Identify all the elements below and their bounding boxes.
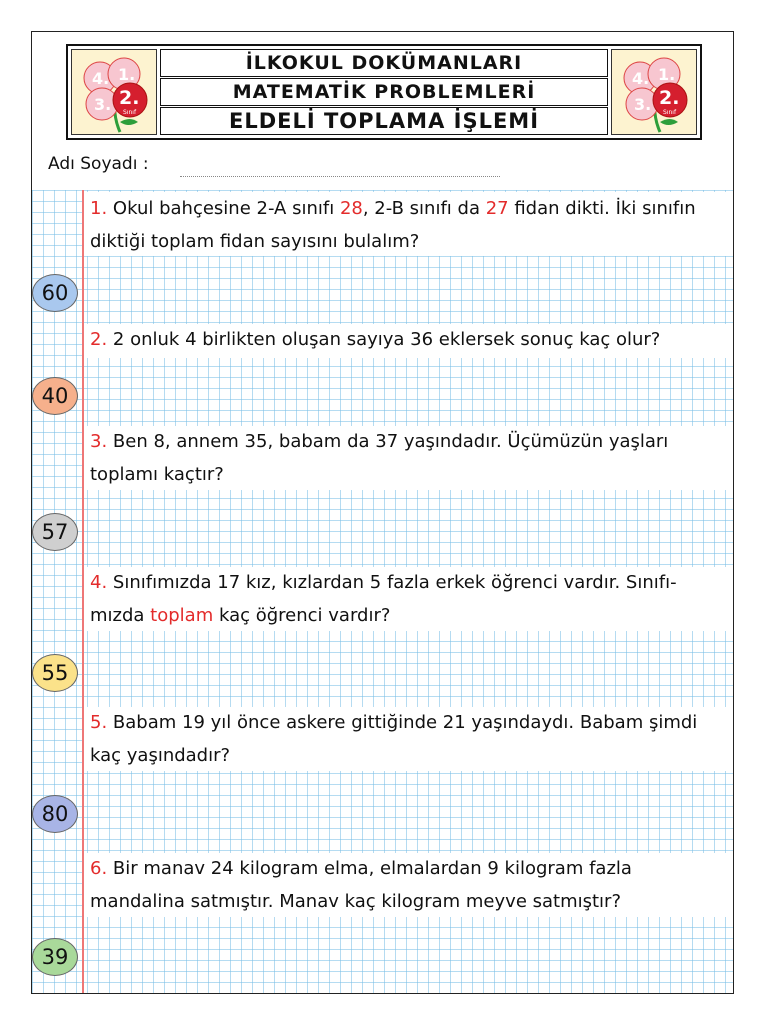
grade-label: Sınıf — [663, 109, 677, 116]
highlight-word: toplam — [150, 605, 214, 626]
question-5 — [90, 706, 720, 772]
answer-badge: 60 — [32, 274, 78, 312]
question-number: 5. — [90, 712, 108, 733]
question-6 — [90, 852, 720, 918]
petal-number: 1. — [118, 65, 136, 84]
question-3 — [90, 425, 720, 491]
clover-logo-left — [71, 49, 157, 135]
clover-logo-right — [611, 49, 697, 135]
question-4 — [90, 566, 720, 632]
grade-label: Sınıf — [123, 109, 137, 116]
answer-badge: 55 — [32, 654, 78, 692]
question-number: 1. — [90, 198, 108, 219]
question-number: 2. — [90, 329, 108, 350]
answer-badge: 39 — [32, 938, 78, 976]
question-text: Babam 19 yıl önce askere gittiğinde 21 yaşındaydı. Babam şimdi kaç yaşındadır? — [90, 712, 698, 766]
answer-badge: 80 — [32, 795, 78, 833]
question-number: 4. — [90, 572, 108, 593]
question-text: Sınıfımızda 17 kız, kızlardan 5 fazla erkek öğrenci vardır. Sınıfı-mızda — [90, 572, 677, 626]
petal-number: 3. — [634, 95, 652, 114]
header — [66, 44, 702, 140]
highlight-number: 28 — [339, 198, 363, 219]
question-text: Bir manav 24 kilogram elma, elmalardan 9 kilogram fazla mandalina satmıştır. Manav kaç kilogram meyve satmıştır? — [90, 858, 632, 912]
title-line-3: ELDELİ TOPLAMA İŞLEMİ — [160, 107, 608, 135]
answer-badge: 57 — [32, 513, 78, 551]
petal-number: 1. — [658, 65, 676, 84]
clover-icon — [612, 50, 696, 134]
grade-number: 2. — [659, 87, 680, 109]
petal-number: 4. — [92, 69, 110, 88]
question-text: fidan dikti. İki sınıfın diktiği toplam fidan sayısını bulalım? — [90, 198, 696, 252]
name-label: Adı Soyadı : — [48, 154, 149, 174]
name-input-line[interactable] — [180, 176, 500, 177]
grade-number: 2. — [119, 87, 140, 109]
answer-badge: 40 — [32, 377, 78, 415]
highlight-number: 27 — [485, 198, 509, 219]
petal-number: 4. — [632, 69, 650, 88]
question-text: kaç öğrenci vardır? — [213, 605, 391, 626]
question-number: 6. — [90, 858, 108, 879]
question-text: Ben 8, annem 35, babam da 37 yaşındadır. Üçümüzün yaşları toplamı kaçtır? — [90, 431, 669, 485]
title-line-1: İLKOKUL DOKÜMANLARI — [160, 49, 608, 77]
question-text: 2 onluk 4 birlikten oluşan sayıya 36 eklersek sonuç kaç olur? — [112, 329, 661, 350]
question-2 — [90, 323, 720, 356]
petal-number: 3. — [94, 95, 112, 114]
question-number: 3. — [90, 431, 108, 452]
clover-icon — [72, 50, 156, 134]
title-line-2: MATEMATİK PROBLEMLERİ — [160, 78, 608, 106]
question-text: , 2-B sınıfı da — [362, 198, 486, 219]
question-text: Okul bahçesine 2-A sınıfı — [112, 198, 340, 219]
question-1 — [90, 192, 720, 258]
